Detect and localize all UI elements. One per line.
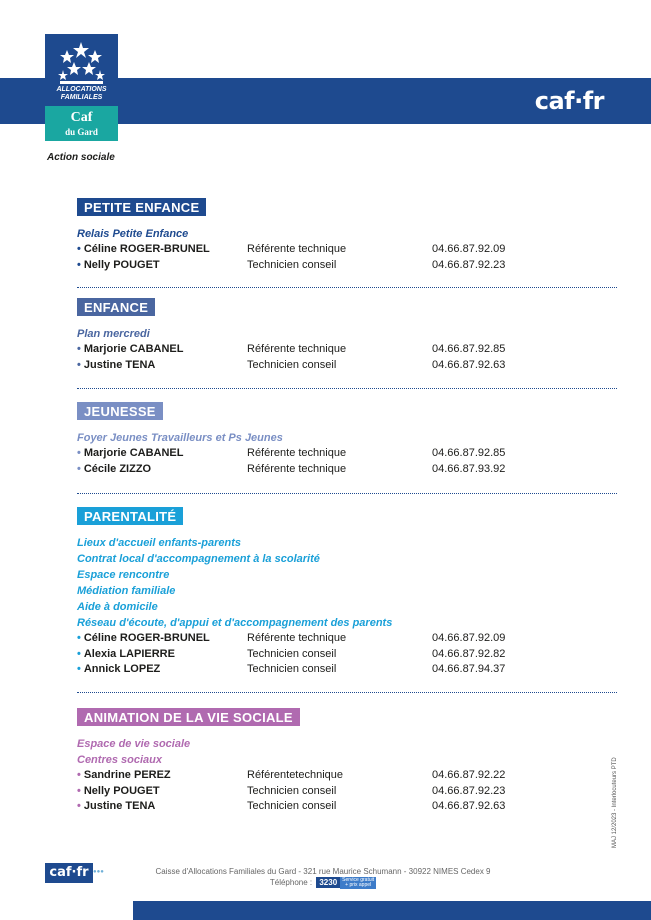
logo-region: du Gard	[65, 127, 98, 137]
section-label: Action sociale	[47, 152, 115, 163]
contact-phone: 04.66.87.92.22	[432, 769, 506, 781]
section-title: ENFANCE	[77, 298, 155, 316]
contact-name: Céline ROGER-BRUNEL	[83, 632, 210, 644]
contact-row: • Annick LOPEZ Technicien conseil 04.66.87.94.37	[77, 662, 617, 678]
contact-phone: 04.66.87.93.92	[432, 462, 506, 475]
contact-row: • Nelly POUGET Technicien conseil 04.66.87.92.23	[77, 784, 617, 800]
contact-name: Nelly POUGET	[83, 258, 160, 271]
footer-address-block	[133, 866, 513, 889]
footer-logo-text: caf·fr	[45, 863, 93, 883]
contact-role: Technicien conseil	[247, 663, 337, 675]
contact-phone: 04.66.87.92.09	[432, 243, 506, 255]
logo-caf: Caf	[70, 110, 93, 125]
contact-name: Céline ROGER-BRUNEL	[83, 243, 210, 255]
contact-name: Cécile ZIZZO	[83, 462, 152, 475]
contact-role: Référente technique	[247, 462, 347, 475]
contact-name: Sandrine PEREZ	[83, 769, 171, 781]
contact-phone: 04.66.87.92.85	[432, 447, 506, 459]
section-title: PETITE ENFANCE	[77, 198, 206, 216]
divider	[77, 287, 617, 288]
logo-org-name: ALLOCATIONS FAMILIALES	[56, 86, 107, 101]
footer-phone-label: Téléphone :	[269, 878, 313, 888]
contact-row: • Céline ROGER-BRUNEL Référente technique 04.66.87.92.09	[77, 242, 617, 258]
contact-row: • Justine TENA Technicien conseil 04.66.87.92.63	[77, 358, 617, 374]
section-title: JEUNESSE	[77, 402, 163, 420]
divider	[77, 692, 617, 693]
contact-name: Justine TENA	[83, 800, 156, 812]
contact-role: Technicien conseil	[247, 358, 337, 371]
subsection-title: Aide à domicile	[77, 601, 158, 613]
footer-address: Caisse d'Allocations Familiales du Gard - 321 rue Maurice Schumann - 30922 NIMES Cedex 9	[155, 867, 491, 876]
family-stars-icon	[55, 40, 108, 86]
section-parentalite	[77, 507, 617, 678]
contact-role: Référente technique	[247, 343, 347, 355]
subsection-title: Centres sociaux	[77, 754, 162, 766]
contact-name: Annick LOPEZ	[83, 663, 161, 675]
subsection-title: Réseau d'écoute, d'appui et d'accompagnement des parents	[77, 617, 393, 629]
footer-phone-number[interactable]: 3230	[316, 877, 340, 888]
subsection-title: Foyer Jeunes Travailleurs et Ps Jeunes	[77, 432, 283, 444]
subsection-title: Relais Petite Enfance	[77, 228, 189, 240]
contact-role: Technicien conseil	[247, 784, 337, 797]
contact-phone: 04.66.87.92.63	[432, 800, 506, 812]
contact-role: Référente technique	[247, 243, 347, 255]
section-title: ANIMATION DE LA VIE SOCIALE	[77, 708, 300, 726]
contact-name: Marjorie CABANEL	[83, 447, 184, 459]
contact-phone: 04.66.87.92.85	[432, 343, 506, 355]
caf-gard-logo	[45, 34, 118, 141]
contact-role: Référente technique	[247, 447, 347, 459]
contact-row: • Justine TENA Technicien conseil 04.66.87.92.63	[77, 799, 617, 815]
contact-row: • Nelly POUGET Technicien conseil 04.66.87.92.23	[77, 258, 617, 274]
subsection-title: Lieux d'accueil enfants-parents	[77, 537, 241, 549]
contact-role: Référentetechnique	[247, 769, 344, 781]
contact-name: Justine TENA	[83, 358, 156, 371]
contact-role: Technicien conseil	[247, 800, 337, 812]
contact-name: Alexia LAPIERRE	[83, 647, 175, 660]
section-jeunesse	[77, 402, 617, 477]
subsection-title: Médiation familiale	[77, 585, 176, 597]
footer-phone-note: Service gratuit + prix appel	[342, 877, 375, 888]
contact-name: Nelly POUGET	[83, 784, 160, 797]
subsection-title: Espace rencontre	[77, 569, 170, 581]
logo-teal-block	[45, 106, 118, 141]
contact-phone: 04.66.87.92.09	[432, 632, 506, 644]
section-petite-enfance	[77, 198, 617, 273]
contact-phone: 04.66.87.92.63	[432, 358, 506, 371]
section-enfance	[77, 298, 617, 373]
contact-phone: 04.66.87.92.23	[432, 784, 506, 797]
caf-fr-brand[interactable]: caf·fr	[534, 87, 604, 115]
subsection-title: Espace de vie sociale	[77, 738, 191, 750]
footer-band	[133, 901, 651, 920]
contact-row: • Céline ROGER-BRUNEL Référente technique 04.66.87.92.09	[77, 631, 617, 647]
footer-caf-logo[interactable]	[45, 863, 108, 891]
subsection-title: Contrat local d'accompagnement à la scolarité	[77, 553, 320, 565]
contact-name: Marjorie CABANEL	[83, 343, 184, 355]
section-animation-vie-sociale	[77, 708, 617, 815]
subsection-title: Plan mercredi	[77, 328, 150, 340]
divider	[77, 388, 617, 389]
divider	[77, 493, 617, 494]
contact-phone: 04.66.87.94.37	[432, 663, 506, 675]
contact-role: Technicien conseil	[247, 258, 337, 271]
contact-row: • Marjorie CABANEL Référente technique 04.66.87.92.85	[77, 342, 617, 358]
contact-phone: 04.66.87.92.23	[432, 258, 506, 271]
contact-phone: 04.66.87.92.82	[432, 647, 506, 660]
contact-role: Technicien conseil	[247, 647, 337, 660]
dots-icon: ●●●	[93, 869, 104, 875]
section-title: PARENTALITÉ	[77, 507, 183, 525]
update-note: MAJ 12/2023 - Interlocuteurs PTD	[612, 757, 618, 848]
contact-row: • Alexia LAPIERRE Technicien conseil 04.66.87.92.82	[77, 647, 617, 663]
contact-role: Référente technique	[247, 632, 347, 644]
contact-row: • Sandrine PEREZ Référentetechnique 04.66.87.92.22	[77, 768, 617, 784]
contact-row: • Cécile ZIZZO Référente technique 04.66.87.93.92	[77, 462, 617, 478]
contact-row: • Marjorie CABANEL Référente technique 04.66.87.92.85	[77, 446, 617, 462]
